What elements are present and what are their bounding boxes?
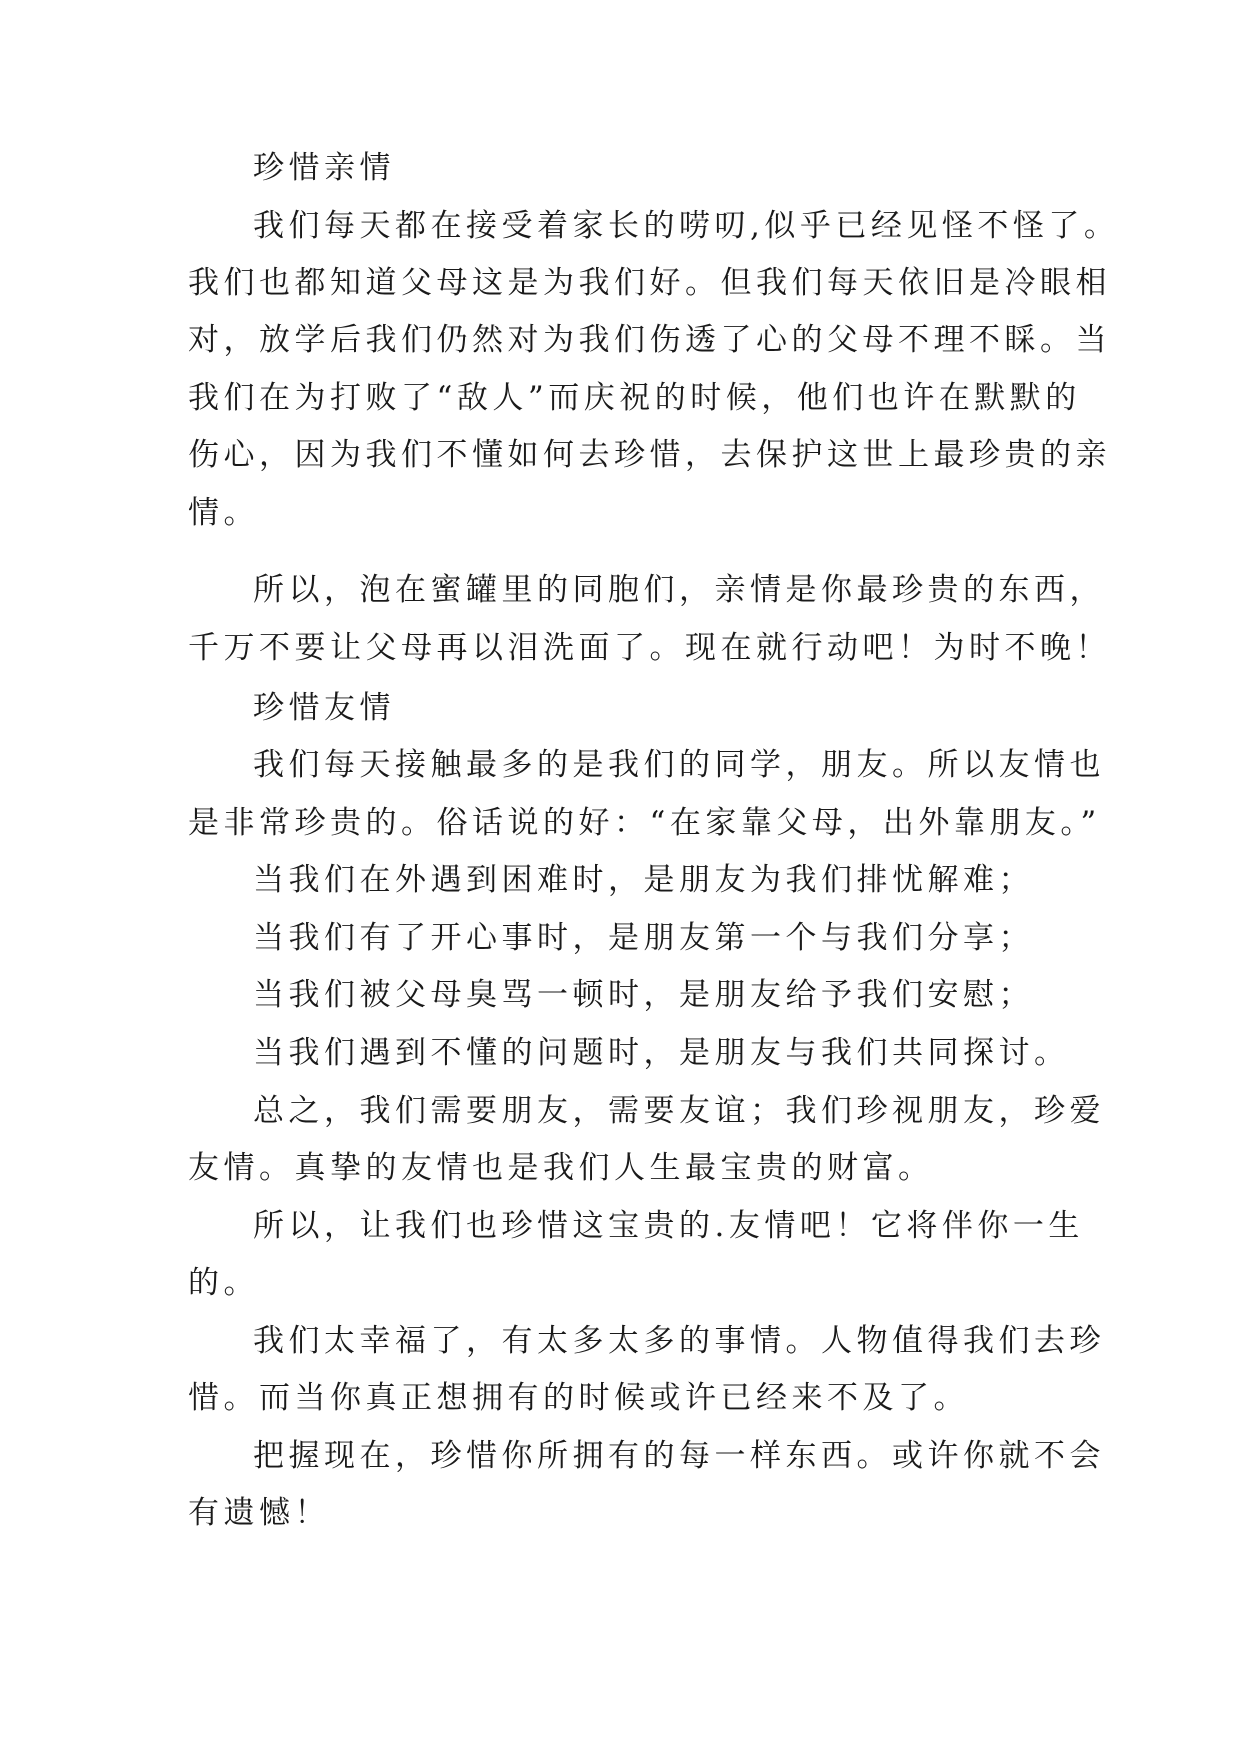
text-line: 把握现在，珍惜你所拥有的每一样东西。或许你就不会: [253, 1438, 1105, 1474]
text-line: 当我们在外遇到困难时，是朋友为我们排忧解难；: [253, 862, 1034, 898]
text-line: 当我们有了开心事时，是朋友第一个与我们分享；: [253, 920, 1034, 956]
text-line: 我们每天接触最多的是我们的同学，朋友。所以友情也: [253, 747, 1105, 783]
text-line: 的。: [188, 1265, 259, 1301]
text-line: 所以，泡在蜜罐里的同胞们，亲情是你最珍贵的东西，: [253, 572, 1105, 608]
text-line: 是非常珍贵的。俗话说的好：“在家靠父母，出外靠朋友。”: [188, 805, 1101, 841]
text-line: 我们在为打败了“敌人”而庆祝的时候，他们也许在默默的: [188, 380, 1081, 416]
text-line: 所以，让我们也珍惜这宝贵的.友情吧！它将伴你一生: [253, 1208, 1084, 1244]
text-line: 友情。真挚的友情也是我们人生最宝贵的财富。: [188, 1150, 934, 1186]
text-line: 对，放学后我们仍然对为我们伤透了心的父母不理不睬。当: [188, 322, 1111, 358]
text-line: 伤心，因为我们不懂如何去珍惜，去保护这世上最珍贵的亲: [188, 437, 1111, 473]
text-line: 我们太幸福了，有太多太多的事情。人物值得我们去珍: [253, 1323, 1105, 1359]
section-heading-friendship: 珍惜友情: [253, 690, 395, 726]
text-line: 千万不要让父母再以泪洗面了。现在就行动吧！为时不晚！: [188, 630, 1111, 666]
text-line: 我们也都知道父母这是为我们好。但我们每天依旧是冷眼相: [188, 265, 1111, 301]
text-line: 总之，我们需要朋友，需要友谊；我们珍视朋友，珍爱: [253, 1093, 1105, 1129]
text-line: 当我们被父母臭骂一顿时，是朋友给予我们安慰；: [253, 977, 1034, 1013]
text-line: 我们每天都在接受着家长的唠叨,似乎已经见怪不怪了。: [253, 208, 1120, 244]
text-line: 当我们遇到不懂的问题时，是朋友与我们共同探讨。: [253, 1035, 1070, 1071]
text-line: 情。: [188, 495, 259, 531]
text-line: 惜。而当你真正想拥有的时候或许已经来不及了。: [188, 1380, 969, 1416]
section-heading-family: 珍惜亲情: [253, 150, 395, 186]
text-line: 有遗憾！: [188, 1495, 330, 1531]
